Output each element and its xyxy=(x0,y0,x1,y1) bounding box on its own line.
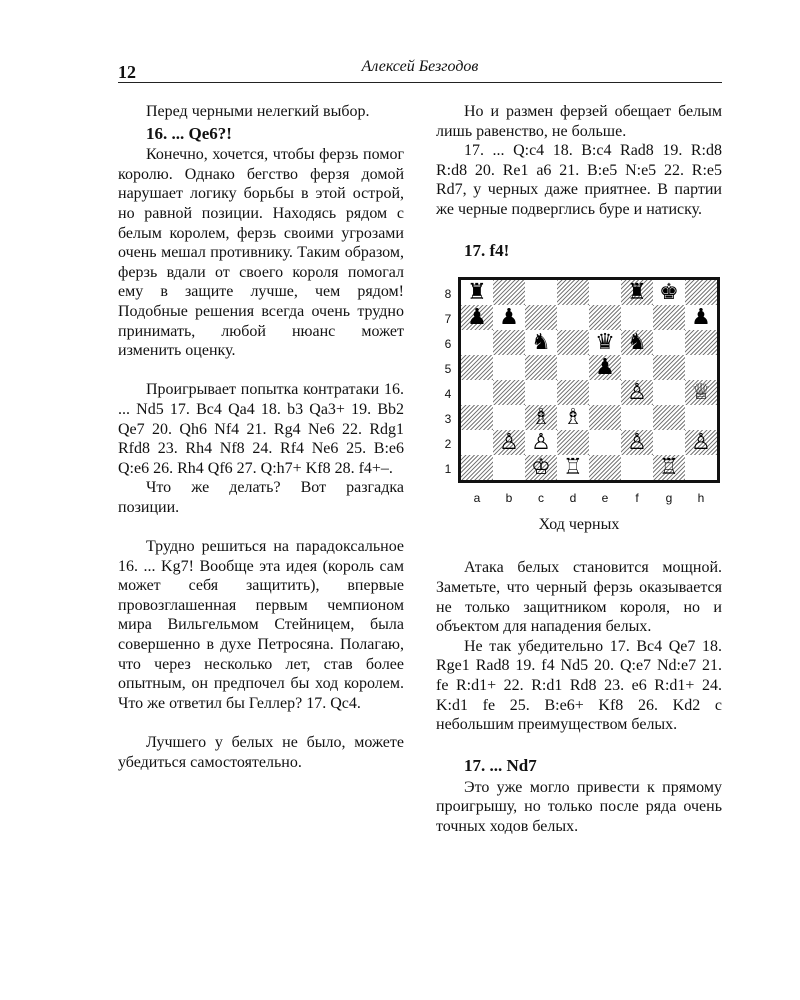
chess-board xyxy=(458,277,720,483)
paragraph: Конечно, хочется, чтобы ферзь помог королю. Однако бегство ферзя домой нарушает логику борьбы в этой острой, но равной позиции. Находясь рядом с белым королем, ферзь своими угрозами очень мешал противнику. Таким образом, ферзь вдали от своего короля помогал ему в защите лучше, чем рядом! Подобные решения всегда очень трудно принимать, любой нюанс может изменить оценку. xyxy=(118,146,404,360)
square-h5 xyxy=(685,355,717,380)
file-label: e xyxy=(601,490,609,505)
rank-label: 7 xyxy=(444,311,452,326)
paragraph: Лучшего у белых не было, можете убедиться самостоятельно. xyxy=(118,734,404,771)
square-c4 xyxy=(525,380,557,405)
rank-label: 3 xyxy=(444,411,452,426)
white-pawn-icon: ♙ xyxy=(627,429,647,455)
white-bishop-icon: ♗ xyxy=(563,404,583,430)
file-label: a xyxy=(473,490,481,505)
square-e7 xyxy=(589,305,621,330)
square-g2 xyxy=(653,430,685,455)
rank-label: 1 xyxy=(444,461,452,476)
file-label: b xyxy=(505,490,513,505)
square-g7 xyxy=(653,305,685,330)
square-a5 xyxy=(461,355,493,380)
white-pawn-icon: ♙ xyxy=(531,429,551,455)
white-queen-icon: ♕ xyxy=(691,379,711,405)
square-e3 xyxy=(589,405,621,430)
rank-label: 2 xyxy=(444,436,452,451)
left-column xyxy=(118,102,404,772)
square-c7 xyxy=(525,305,557,330)
paragraph-gap xyxy=(118,713,404,733)
square-a1 xyxy=(461,455,493,480)
paragraph-gap xyxy=(436,539,722,559)
square-h8 xyxy=(685,280,717,305)
black-king-icon: ♚ xyxy=(659,279,679,305)
square-a3 xyxy=(461,405,493,430)
paragraph: Перед черными нелегкий выбор. xyxy=(146,103,370,120)
rank-label: 8 xyxy=(444,286,452,301)
page-number: 12 xyxy=(118,62,136,82)
square-h6 xyxy=(685,330,717,355)
square-f7 xyxy=(621,305,653,330)
move-heading: 17. f4! xyxy=(464,241,510,261)
white-pawn-icon: ♙ xyxy=(499,429,519,455)
black-pawn-icon: ♟ xyxy=(595,354,615,380)
square-g6 xyxy=(653,330,685,355)
white-king-icon: ♔ xyxy=(531,454,551,480)
black-pawn-icon: ♟ xyxy=(467,304,487,330)
square-a4 xyxy=(461,380,493,405)
square-b1 xyxy=(493,455,525,480)
square-a6 xyxy=(461,330,493,355)
square-f3 xyxy=(621,405,653,430)
paragraph: Это уже могло привести к прямому проигрышу, но только после ряда очень точных ходов белых. xyxy=(436,778,722,836)
square-c5 xyxy=(525,355,557,380)
square-d6 xyxy=(557,330,589,355)
square-d7 xyxy=(557,305,589,330)
paragraph: 17. ... Q:c4 18. B:c4 Rad8 19. R:d8 R:d8 20. Re1 a6 21. B:e5 N:e5 22. R:e5 Rd7, у черных даже приятнее. В партии же черные подверглись буре и натиску. xyxy=(436,142,722,218)
right-column xyxy=(436,102,722,837)
move-heading: 17. ... Nd7 xyxy=(464,756,537,776)
paragraph-gap xyxy=(118,517,404,537)
rank-label: 6 xyxy=(444,336,452,351)
move-heading: 16. ... Qe6?! xyxy=(146,123,232,143)
square-d5 xyxy=(557,355,589,380)
square-h1 xyxy=(685,455,717,480)
square-e2 xyxy=(589,430,621,455)
square-g5 xyxy=(653,355,685,380)
black-queen-icon: ♛ xyxy=(595,329,615,355)
file-label: d xyxy=(569,490,577,505)
square-b5 xyxy=(493,355,525,380)
chess-diagram xyxy=(436,271,722,539)
header-rule xyxy=(118,82,722,83)
file-label: f xyxy=(635,490,639,505)
square-b3 xyxy=(493,405,525,430)
square-d8 xyxy=(557,280,589,305)
square-d2 xyxy=(557,430,589,455)
right-column-top xyxy=(436,102,722,261)
paragraph-gap xyxy=(118,361,404,381)
square-e1 xyxy=(589,455,621,480)
square-b8 xyxy=(493,280,525,305)
paragraph-gap xyxy=(436,735,722,755)
rank-label: 4 xyxy=(444,386,452,401)
square-c8 xyxy=(525,280,557,305)
paragraph: Трудно решиться на парадоксальное 16. ... Kg7! Вообще эта идея (король сам может себя защитить), впервые провозглашенная первым чемпионом мира Вильгельмом Стейницем, была совершенно в духе Петросяна. Полагаю, что через несколько лет, став более опытным, он предпочел бы ход королем. Что же ответил бы Геллер? 17. Qc4. xyxy=(118,538,404,712)
right-column-bottom xyxy=(436,539,722,837)
paragraph: Атака белых становится мощной. Заметьте, что черный ферзь оказывается не только защитником короля, но и объектом для нападения белых. xyxy=(436,559,722,636)
square-a2 xyxy=(461,430,493,455)
diagram-caption: Ход черных xyxy=(538,515,620,533)
file-label: h xyxy=(697,490,705,505)
white-bishop-icon: ♗ xyxy=(531,404,551,430)
square-f1 xyxy=(621,455,653,480)
white-pawn-icon: ♙ xyxy=(627,379,647,405)
page-header xyxy=(118,58,722,84)
paragraph: Проигрывает попытка контратаки 16. ... Nd5 17. Bc4 Qa4 18. b3 Qa3+ 19. Bb2 Qe7 20. Qh6 Nf4 21. Rg4 Ne6 22. Rdg1 Rfd8 23. Rh4 Nf8 24. Rf4 Ne6 25. B:e6 Q:e6 26. Rh4 Qf6 27. Q:h7+ Kf8 28. f4+–. xyxy=(118,381,404,477)
black-pawn-icon: ♟ xyxy=(499,304,519,330)
square-g3 xyxy=(653,405,685,430)
square-b4 xyxy=(493,380,525,405)
black-knight-icon: ♞ xyxy=(627,329,647,355)
file-label: c xyxy=(538,490,544,505)
black-knight-icon: ♞ xyxy=(531,329,551,355)
running-title: Алексей Безгодов xyxy=(361,58,479,75)
black-rook-icon: ♜ xyxy=(627,279,647,305)
square-b6 xyxy=(493,330,525,355)
white-rook-icon: ♖ xyxy=(659,454,679,480)
square-g4 xyxy=(653,380,685,405)
square-e4 xyxy=(589,380,621,405)
paragraph: Что же делать? Вот разгадка позиции. xyxy=(118,479,404,516)
paragraph: Но и размен ферзей обещает белым лишь равенство, не больше. xyxy=(436,103,722,140)
black-rook-icon: ♜ xyxy=(467,279,487,305)
paragraph: Не так убедительно 17. Bc4 Qe7 18. Rge1 Rad8 19. f4 Nd5 20. Q:e7 Nd:e7 21. fe R:d1+ 22. R:d1 Rd8 23. e6 R:d1+ 24. K:d1 fe 25. B:e6+ Kf8 26. Kd2 с небольшим преимуществом белых. xyxy=(436,637,722,734)
square-e8 xyxy=(589,280,621,305)
square-h3 xyxy=(685,405,717,430)
square-f5 xyxy=(621,355,653,380)
black-pawn-icon: ♟ xyxy=(691,304,711,330)
paragraph-gap xyxy=(436,220,722,240)
white-rook-icon: ♖ xyxy=(563,454,583,480)
file-label: g xyxy=(665,490,673,505)
square-d4 xyxy=(557,380,589,405)
white-pawn-icon: ♙ xyxy=(691,429,711,455)
rank-label: 5 xyxy=(444,361,452,376)
